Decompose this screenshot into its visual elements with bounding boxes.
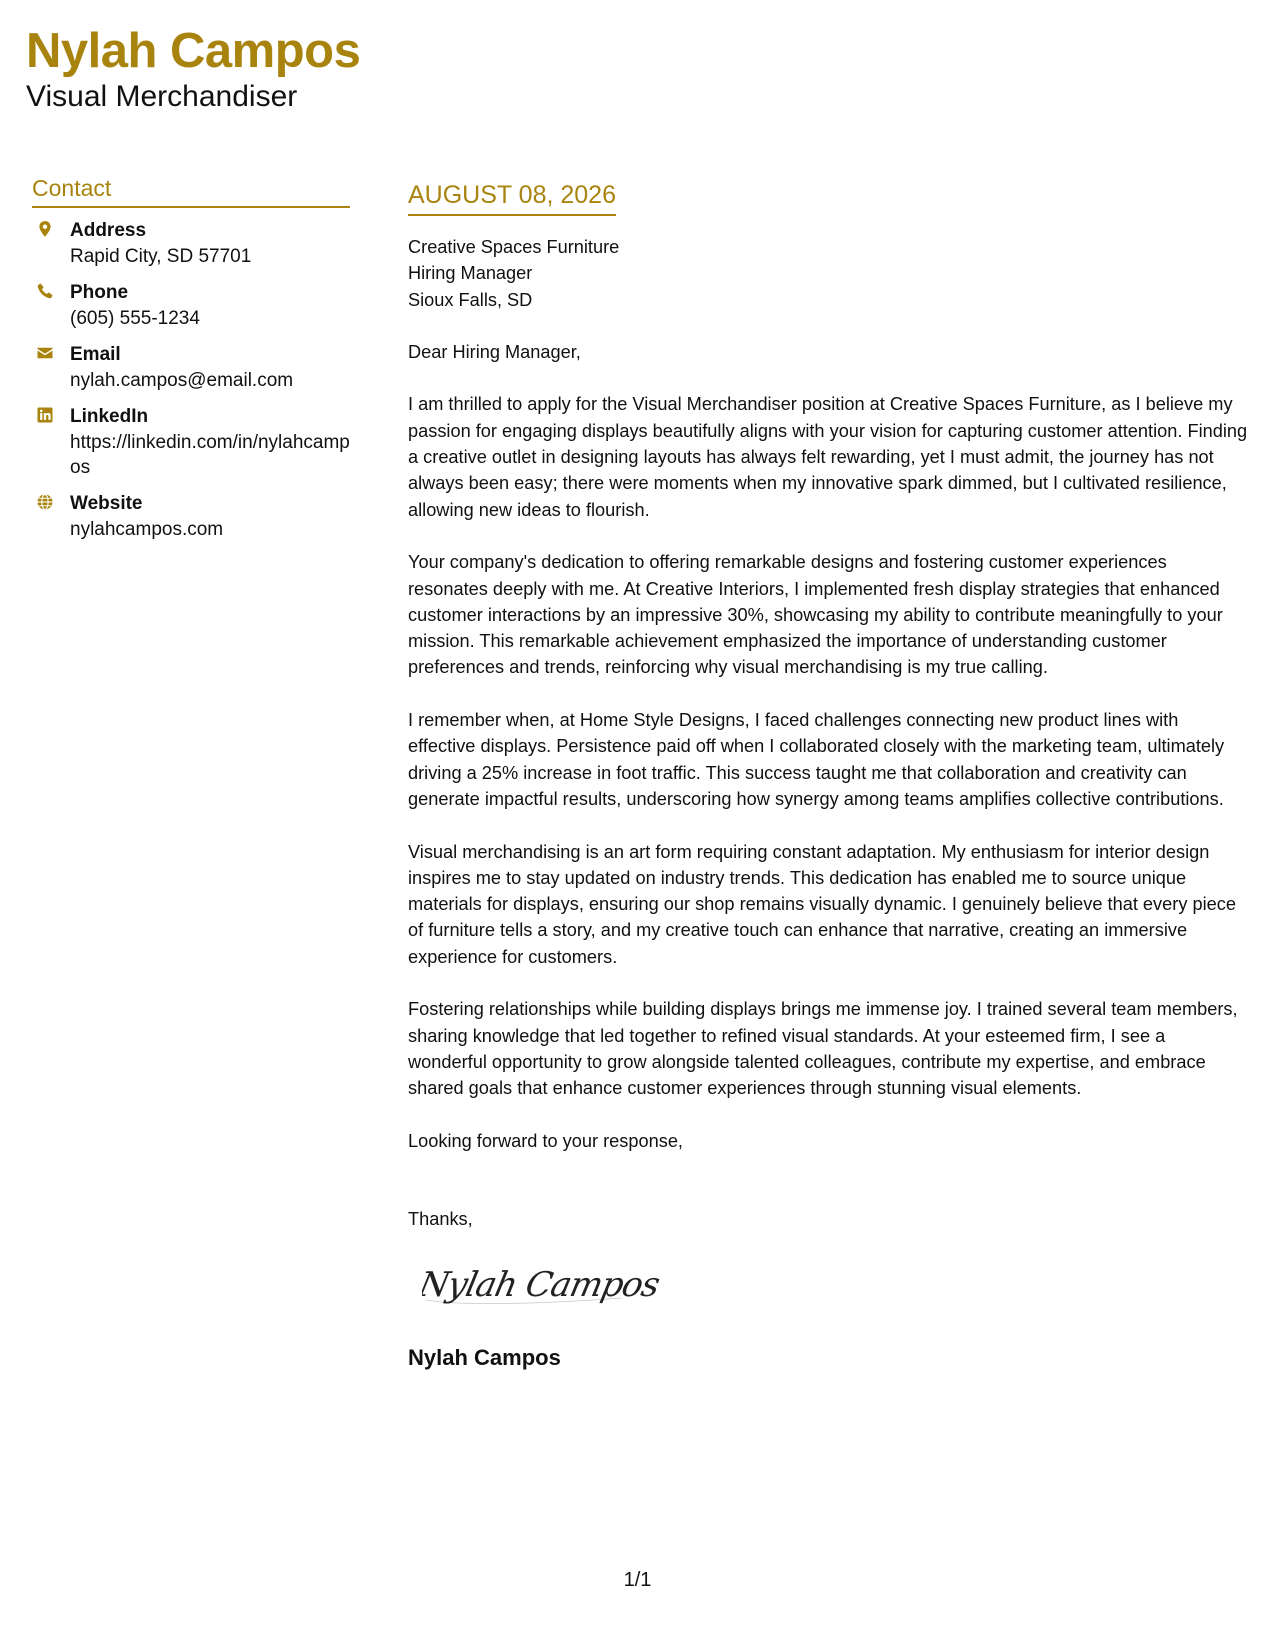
resume-header (26, 22, 360, 114)
page-number: 1/1 (623, 1569, 652, 1591)
recipient-block (408, 234, 1248, 313)
phone-icon (36, 282, 54, 300)
applicant-name: Nylah Campos (26, 24, 361, 78)
contact-value-linkedin[interactable]: https://linkedin.com/in/nylahcampos (70, 432, 350, 478)
letter-paragraph: I remember when, at Home Style Designs, I faced challenges connecting new product lines with effective displays. Persistence paid off when I collaborated closely with the marketing team, ultimately driving a 25% increase in foot traffic. This success taught me that collaboration and creativity can generate impactful results, underscoring how synergy among teams amplifies collective contributions. (408, 710, 1225, 809)
closing-line: Looking forward to your response, (408, 1130, 683, 1151)
recipient-title: Hiring Manager (408, 263, 533, 284)
applicant-role: Visual Merchandiser (26, 80, 298, 113)
letter-paragraph: I am thrilled to apply for the Visual Merchandiser position at Creative Spaces Furniture, as I believe my passion for engaging displays beautifully aligns with your vision for capturing customer attention. Finding a creative outlet in designing layouts has always felt rewarding, yet I must admit, the journey has not always been easy; there were moments when my innovative spark dimmed, but I cultivated resilience, allowing new ideas to flourish. (408, 394, 1248, 520)
globe-icon (36, 493, 54, 511)
signer-name: Nylah Campos (408, 1344, 561, 1370)
contact-label-linkedin: LinkedIn (70, 406, 149, 427)
contact-email (32, 342, 350, 393)
contact-linkedin (32, 404, 350, 480)
contact-website (32, 491, 350, 542)
contact-label-address: Address (70, 220, 147, 241)
letter-paragraph: Your company's dedication to offering remarkable designs and fostering customer experiences resonates deeply with me. At Creative Interiors, I implemented fresh display strategies that enhanced customer interactions by an impressive 30%, showcasing my ability to contribute meaningfully to your mission. This remarkable achievement emphasized the importance of understanding customer preferences and trends, reinforcing why visual merchandising is my true calling. (408, 552, 1223, 678)
map-pin-icon (36, 220, 54, 238)
thanks-line: Thanks, (408, 1209, 473, 1230)
svg-text:Nylah Campos: Nylah Campos (422, 1265, 662, 1306)
contact-value-email[interactable]: nylah.campos@email.com (70, 370, 294, 391)
contact-phone (32, 280, 350, 331)
contact-label-phone: Phone (70, 282, 129, 303)
contact-value-phone: (605) 555-1234 (70, 308, 200, 329)
letter-date: AUGUST 08, 2026 (408, 178, 616, 216)
handwritten-signature (422, 1254, 662, 1316)
contact-label-email: Email (70, 344, 121, 365)
contact-value-address: Rapid City, SD 57701 (70, 246, 252, 267)
contact-label-website: Website (70, 493, 143, 514)
contact-section-title: Contact (32, 172, 350, 208)
contact-address (32, 218, 350, 269)
letter-paragraph: Fostering relationships while building displays brings me immense joy. I trained several team members, sharing knowledge that led together to refined visual standards. At your esteemed firm, I see a wonderful opportunity to grow alongside talented colleagues, contribute my expertise, and embrace shared goals that enhance customer experiences through stunning visual elements. (408, 999, 1238, 1099)
contact-value-website[interactable]: nylahcampos.com (70, 519, 224, 540)
letter-paragraph: Visual merchandising is an art form requiring constant adaptation. My enthusiasm for interior design inspires me to stay updated on industry trends. This dedication has enabled me to source unique materials for displays, ensuring our shop remains visually dynamic. I genuinely believe that every piece of furniture tells a story, and my creative touch can enhance that narrative, creating an immersive experience for customers. (408, 841, 1236, 967)
recipient-company: Creative Spaces Furniture (408, 237, 620, 257)
salutation: Dear Hiring Manager, (408, 341, 581, 362)
recipient-location: Sioux Falls, SD (408, 289, 533, 310)
envelope-icon (36, 344, 54, 362)
contact-sidebar (32, 172, 350, 553)
linkedin-icon (36, 406, 54, 424)
letter-body (408, 178, 1248, 1372)
